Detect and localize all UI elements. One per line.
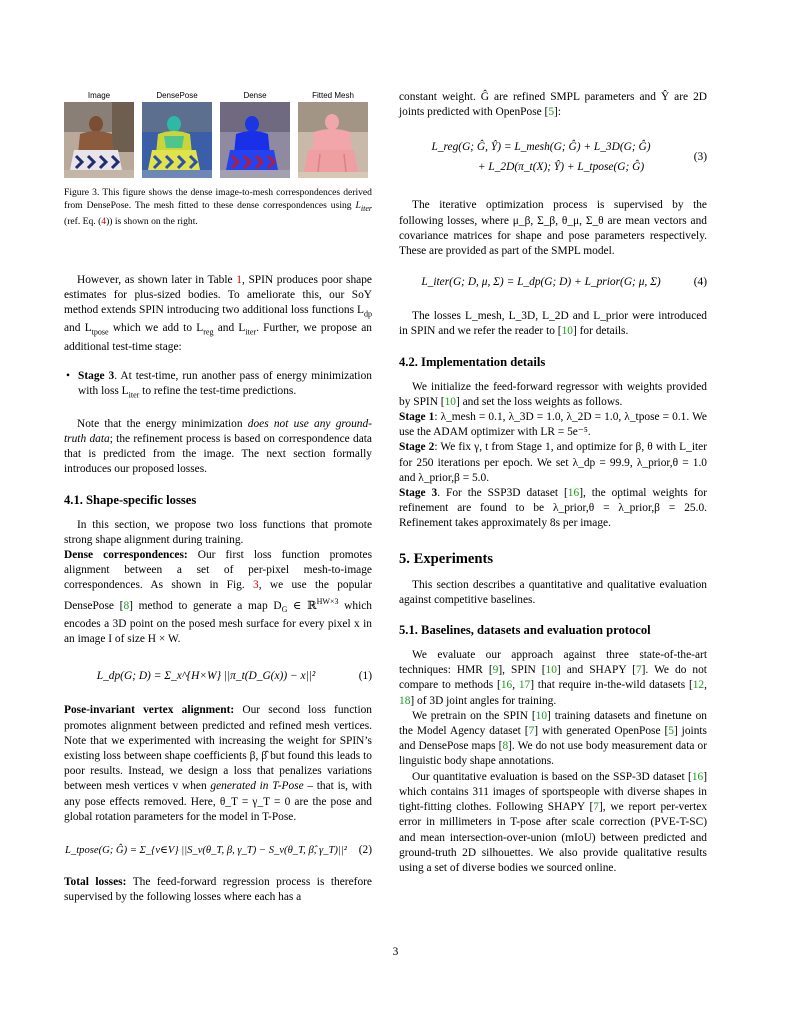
caption-text: This figure shows the dense image-to-mesh correspondences derived from DensePose. The mesh fitted to these dense correspondences using — [64, 187, 372, 212]
figure-label: DensePose — [156, 91, 198, 100]
text: constant weight. Ĝ are refined SMPL parameters and Ŷ are 2D joints predicted with OpenPose [ — [399, 91, 707, 119]
list-item — [78, 369, 372, 403]
subscript: G — [281, 604, 288, 614]
paragraph — [399, 440, 707, 486]
citation-link[interactable]: 10 — [535, 709, 548, 722]
citation-link[interactable]: 5 — [548, 106, 555, 119]
section-heading: 5. Experiments — [399, 550, 494, 567]
paragraph — [399, 770, 707, 876]
paragraph: This section describes a quantitative and qualitative evaluation against competitive baselines. — [399, 578, 707, 606]
equation-3 — [399, 138, 707, 184]
equation-link[interactable]: 4 — [101, 216, 107, 228]
bold-text: Stage 2 — [399, 441, 435, 454]
equation-2 — [64, 835, 372, 869]
figure-label: Dense — [243, 91, 267, 100]
citation-link[interactable]: 17 — [518, 679, 531, 692]
citation-link[interactable]: 7 — [528, 725, 535, 738]
caption-text: (ref. Eq. ( — [64, 216, 102, 228]
figure-panel-image — [64, 90, 134, 178]
citation-link[interactable]: 10 — [545, 664, 557, 677]
bold-text: Stage 1 — [399, 411, 435, 424]
equation-body: L_iter(G; D, μ, Σ) = L_dp(G; D) + L_prior(G; μ, Σ) — [421, 276, 661, 289]
text: ] which contains 311 images of sportspeople with diverse shapes in tight-fitting clothes. Following SHAPY [ — [399, 770, 707, 814]
bullet-list — [64, 369, 372, 403]
figure-panel-fitted-mesh — [298, 90, 368, 178]
caption-sub: iter — [360, 204, 372, 214]
text: . Further, we propose an additional test-time stage: — [64, 322, 372, 353]
section-heading: 5.1. Baselines, datasets and evaluation protocol — [399, 623, 651, 638]
paragraph — [64, 703, 372, 825]
text: We evaluate our approach against three state-of-the-art techniques: HMR [ — [399, 649, 707, 677]
citation-link[interactable]: 9 — [492, 664, 499, 677]
text: ]. We do not use body measurement data or linguistic body shape annotations. — [399, 740, 707, 768]
text: ] with generated OpenPose [ — [534, 725, 669, 738]
caption-math: L — [355, 200, 361, 212]
text: Note that the energy minimization — [77, 417, 248, 430]
text: ] for details. — [572, 325, 629, 338]
italic-text: does not use any ground-truth data — [64, 417, 372, 445]
figure-label: Fitted Mesh — [312, 91, 354, 100]
text: . For the SSP3D dataset [ — [437, 487, 568, 500]
text: ] that require in-the-wild datasets [ — [530, 679, 693, 692]
text: which we add to L — [108, 322, 204, 335]
citation-link[interactable]: 12 — [692, 679, 705, 692]
citation-link[interactable]: 16 — [691, 770, 704, 783]
text: ∈ ℝ — [287, 599, 317, 612]
text: which encodes a 3D point on the posed mesh surface for every pixel x in an image I of size H × W. — [64, 599, 373, 646]
paragraph — [399, 380, 707, 410]
text: Our first loss function promotes alignment between a set of per-pixel mesh-to-image correspondences. As shown in Fig. — [64, 549, 372, 592]
equation-body: L_dp(G; D) = Σ_x^{H×W} ||π_t(D_G(x)) − x||² — [96, 670, 316, 683]
equation-line: + L_2D(π_t(X); Ŷ) + L_tpose(G; Ĝ) — [477, 161, 645, 174]
citation-link[interactable]: 5 — [668, 725, 674, 738]
bold-text: Stage 3 — [78, 370, 115, 383]
bold-text: Dense correspondences: — [64, 549, 188, 561]
subscript: reg — [203, 327, 214, 337]
text: ], SPIN [ — [498, 664, 546, 677]
text: – that is, with any pose effects removed. Here, θ_T = γ_T = 0 are the pose and global rotation parameters for the model in T-Pose. — [64, 780, 372, 823]
paragraph — [399, 90, 707, 120]
text: The feed-forward regression process is therefore supervised by the following losses where each has a — [64, 875, 372, 904]
paragraph — [64, 273, 372, 356]
paragraph: The iterative optimization process is supervised by the following losses, where μ_β, Σ_β, θ_μ, Σ_θ are mean vectors and covariance matrices for shape and pose parameters respectively. These are provided as part of the SMPL model. — [399, 199, 707, 258]
text: ; the refinement process is based on correspondence data that is predicted from the image. The next section formally introduces our proposed losses. — [64, 432, 372, 476]
figure-label: Image — [87, 91, 111, 100]
equation-number: (1) — [358, 670, 372, 683]
bold-text: Total losses: — [64, 875, 127, 888]
equation-1 — [64, 657, 372, 697]
citation-link[interactable]: 7 — [593, 801, 599, 814]
citation-link[interactable]: 18 — [399, 694, 411, 707]
equation-number: (3) — [693, 151, 707, 164]
equation-line: L_reg(G; Ĝ, Ŷ) = L_mesh(G; Ĝ) + L_3D(G; Ĝ) — [431, 141, 651, 154]
paragraph — [399, 709, 707, 770]
text: We initialize the feed-forward regressor with weights provided by SPIN [ — [399, 380, 707, 408]
figure-3 — [64, 90, 372, 178]
page-number: 3 — [392, 946, 399, 958]
photo-image — [64, 102, 134, 178]
text: ], we report per-vertex error in millimeters in T-pose after scale correction (PVE-T-SC) and mean intersection-over-union (mIoU) between predicted and ground-truth 2D silhouettes. We also provide qualitative results using a set of diverse bodies we sourced online. — [399, 801, 708, 874]
paragraph — [399, 486, 707, 532]
left-column — [64, 90, 372, 905]
text: , SPIN produces poor shape estimates for plus-sized bodies. To ameliorate this, our SoY method extends SPIN introducing two additional loss functions L — [64, 273, 372, 316]
text: , — [704, 679, 707, 692]
citation-link[interactable]: 16 — [500, 679, 513, 692]
subscript: dp — [364, 309, 372, 319]
text: We pretrain on the SPIN [ — [412, 709, 536, 722]
paragraph — [64, 417, 372, 478]
text: and L — [64, 322, 92, 335]
section-heading: 4.1. Shape-specific losses — [64, 492, 197, 507]
equation-number: (2) — [358, 843, 372, 856]
text: The losses L_mesh, L_3D, L_2D and L_prior were introduced in SPIN and we refer the reader to [ — [399, 310, 707, 338]
equation-4 — [399, 273, 707, 295]
citation-link[interactable]: 8 — [123, 599, 130, 612]
text: , — [512, 679, 519, 692]
text: . At test-time, run another pass of energy minimization with loss L — [78, 370, 372, 398]
figure-caption — [64, 186, 372, 229]
caption-prefix: Figure 3. — [64, 187, 100, 198]
paragraph: In this section, we propose two loss functions that promote strong shape alignment during training. — [64, 518, 372, 546]
paragraph — [64, 548, 372, 647]
correspondences-image — [220, 102, 290, 178]
text: ] method to generate a map D — [129, 599, 282, 612]
text: ]: — [554, 106, 561, 119]
text: : λ_mesh = 0.1, λ_3D = 1.0, λ_2D = 1.0, λ_tpose = 0.1. We use the ADAM optimizer with LR = 5e⁻⁵. — [399, 411, 707, 439]
citation-link[interactable]: 8 — [502, 740, 509, 753]
caption-text: )) is shown on the right. — [106, 216, 198, 228]
text: to refine the test-time predictions. — [139, 385, 297, 398]
text: and L — [213, 322, 246, 335]
text: : We fix γ, t from Stage 1, and optimize for β, θ with L_iter for 250 iterations per epoch. We set λ_dp = 99.9, λ_prior,θ = 1.0 and λ_prior,β = 5.0. — [399, 441, 707, 484]
text: ], the optimal weights for refinement are found to be λ_prior,θ = λ_prior,β = 25.0. Refinement takes approximately 8s per image. — [399, 487, 707, 530]
paragraph — [399, 309, 707, 339]
paragraph — [399, 410, 707, 440]
text: Our second loss function promotes alignment between predicted and refined mesh vertices. Note that we experimented with increasing the weight for SPIN’s existing loss between shape coefficients β, β̂ but found this leads to poor results. Instead, we design a loss that penalizes variations between mesh vertices v when — [64, 704, 373, 793]
text: ] training datasets and finetune on the Model Agency dataset [ — [399, 709, 707, 738]
figure-link[interactable]: 3 — [253, 579, 259, 592]
bold-text: Pose-invariant vertex alignment: — [64, 704, 235, 717]
fitted-mesh-image — [298, 102, 368, 178]
citation-link[interactable]: 16 — [567, 487, 580, 500]
citation-link[interactable]: 7 — [635, 664, 642, 677]
italic-text: generated in T-Pose — [210, 780, 304, 793]
densepose-image — [142, 102, 212, 178]
table-link[interactable]: 1 — [236, 273, 242, 286]
text: Our quantitative evaluation is based on the SSP-3D dataset [ — [412, 770, 692, 783]
text: , we use the popular DensePose [ — [64, 579, 373, 612]
citation-link[interactable]: 10 — [444, 395, 456, 408]
figure-panel-correspondences — [220, 90, 290, 178]
equation-body: L_tpose(G; Ĝ) = Σ_{v∈V} ||S_v(θ_T, β, γ_T) − S_v(θ_T, β̂, γ_T)||² — [65, 844, 347, 856]
text: ] joints and DensePose maps [ — [399, 725, 707, 753]
bold-text: Stage 3 — [399, 487, 438, 500]
paragraph — [64, 875, 372, 905]
text: However, as shown later in Table — [77, 273, 237, 286]
text: ] and set the loss weights as follows. — [455, 395, 623, 408]
superscript: HW×3 — [316, 596, 339, 606]
subscript: iter — [128, 390, 140, 400]
text: ] and SHAPY [ — [556, 664, 636, 677]
subscript: iter — [245, 327, 257, 337]
text: ] of 3D joint angles for training. — [410, 694, 557, 707]
section-heading: 4.2. Implementation details — [399, 354, 546, 369]
text: ]. We do not compare to methods [ — [399, 664, 707, 692]
subscript: tpose — [91, 327, 109, 337]
right-column — [399, 90, 707, 876]
citation-link[interactable]: 10 — [561, 325, 573, 338]
paragraph — [399, 648, 707, 709]
equation-number: (4) — [693, 276, 707, 289]
figure-panel-densepose — [142, 90, 212, 178]
